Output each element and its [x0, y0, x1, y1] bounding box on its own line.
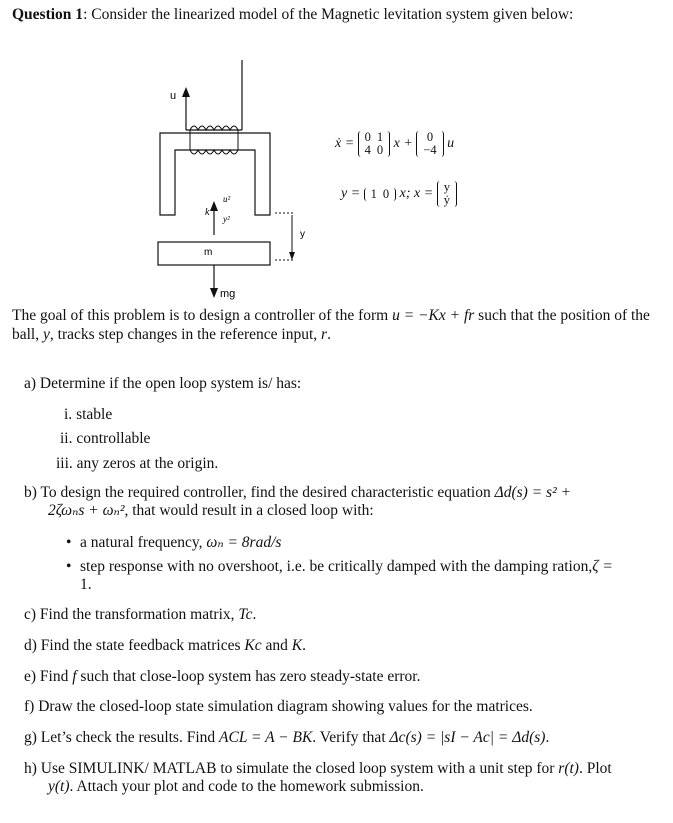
part-f-label: f)	[24, 698, 35, 715]
part-a-iii-label: iii.	[56, 455, 73, 472]
u-arrow-head	[182, 87, 190, 97]
part-f	[24, 697, 533, 716]
part-a-iii-text: any zeros at the origin.	[76, 455, 219, 472]
state-lhs: ẋ =	[335, 136, 355, 152]
part-h-label: h)	[24, 760, 37, 777]
y-label: y	[300, 229, 305, 240]
part-b-eq: Δd(s) = s² +	[494, 484, 572, 501]
question-label: Question 1	[12, 6, 84, 23]
part-e-label: e)	[24, 668, 37, 685]
part-g-label: g)	[24, 729, 37, 746]
part-d-eq2: K	[291, 637, 303, 654]
part-b-2-value: 1.	[80, 576, 92, 593]
force-k: k	[205, 207, 210, 218]
part-c-end: .	[252, 606, 257, 623]
part-h-text-2: . Plot	[578, 760, 612, 777]
goal-y: y	[43, 326, 50, 343]
part-a-ii	[60, 429, 150, 448]
maglev-diagram	[150, 55, 330, 305]
output-lhs: y =	[341, 186, 361, 202]
part-h-eq2: y(t)	[48, 778, 70, 795]
part-c-eq: Tc	[238, 606, 253, 623]
part-e	[24, 667, 420, 686]
a11: 0	[364, 130, 371, 144]
force-denominator: y²	[223, 214, 230, 224]
state-def: x; x =	[399, 186, 434, 202]
matrix-b	[416, 131, 443, 157]
part-a-ii-label: ii.	[60, 430, 73, 447]
part-c-label: c)	[24, 606, 37, 623]
part-h-text-3: . Attach your plot and code to the homework submission.	[69, 778, 424, 795]
matrix-a	[358, 131, 391, 157]
state-vector	[437, 181, 457, 207]
part-b	[24, 483, 571, 502]
part-d-mid: and	[261, 637, 292, 654]
goal-text-1: The goal of this problem is to design a controller of the form	[12, 307, 393, 324]
part-b-label: b)	[24, 484, 37, 501]
part-b-bullet-1	[80, 533, 281, 552]
c2: 0	[382, 186, 390, 201]
b1: 0	[426, 130, 434, 144]
state-equation	[335, 131, 454, 157]
part-g-eq2: Δc(s) = |sI − Ac| = Δd(s)	[389, 729, 546, 746]
c1: 1	[370, 186, 377, 201]
part-h-text-1: Use SIMULINK/ MATLAB to simulate the closed loop system with a unit step for	[40, 760, 559, 777]
b2: −4	[423, 143, 437, 157]
part-a-ii-text: controllable	[76, 430, 151, 447]
coil-bottom	[190, 150, 238, 154]
part-h-eq1: r(t)	[558, 760, 579, 777]
question-title	[12, 6, 573, 24]
part-g-text-2: . Verify that	[312, 729, 390, 746]
part-b-2-eq: ζ =	[592, 558, 613, 575]
mass-label: m	[204, 247, 213, 258]
part-d-text: Find the state feedback matrices	[40, 637, 245, 654]
a12: 1	[376, 130, 384, 144]
part-f-text: Draw the closed-loop state simulation diagram showing values for the matrices.	[38, 698, 533, 715]
a22: 0	[376, 143, 384, 157]
part-a-i	[64, 405, 112, 424]
part-d-end: .	[302, 637, 306, 654]
goal-text-2: such that the position of the ball,	[12, 307, 650, 343]
electromagnet-core	[160, 133, 270, 215]
part-h	[24, 759, 612, 778]
part-g-eq1: ACL = A − BK	[219, 729, 313, 746]
y-arrow-head	[289, 252, 295, 260]
question-intro: : Consider the linearized model of the Magnetic levitation system given below:	[83, 6, 574, 23]
part-b-text-2: , that would result in a closed loop with:	[124, 502, 374, 519]
part-b-text-1: To design the required controller, find the desired characteristic equation	[40, 484, 495, 501]
part-h-cont	[48, 777, 424, 796]
part-d	[24, 636, 306, 655]
x-plus: x +	[393, 136, 413, 152]
part-b-1-eq: ωₙ = 8rad/s	[206, 534, 282, 551]
part-a-i-text: stable	[76, 406, 113, 423]
part-e-eq: f	[72, 668, 77, 685]
part-a-text: Determine if the open loop system is/ has:	[39, 375, 302, 392]
input-u: u	[447, 136, 455, 152]
part-d-eq1: Kc	[244, 637, 262, 654]
part-g	[24, 728, 549, 747]
a21: 4	[364, 143, 371, 157]
part-b-eq2: 2ζωₙs + ωₙ²	[48, 502, 125, 519]
matrix-c	[364, 188, 397, 201]
output-equation	[341, 181, 457, 207]
force-numerator: u²	[223, 194, 231, 204]
part-b-cont	[48, 501, 374, 520]
part-a-i-label: i.	[64, 406, 73, 423]
part-a	[24, 374, 301, 393]
part-c	[24, 605, 256, 624]
part-b-2-text: step response with no overshoot, i.e. be critically damped with the damping ration,	[80, 558, 593, 575]
goal-text-3: , tracks step changes in the reference input,	[49, 326, 322, 343]
part-e-text-1: Find	[39, 668, 73, 685]
part-e-text-2: such that close-loop system has zero steady-state error.	[76, 668, 421, 685]
part-b-2-value-line	[80, 575, 92, 594]
part-b-bullet-2	[80, 557, 613, 576]
part-c-text: Find the transformation matrix,	[39, 606, 239, 623]
goal-r: r	[321, 326, 328, 343]
coil-top	[186, 126, 238, 130]
gravity-arrow-head	[210, 288, 218, 298]
goal-text-4: .	[327, 326, 331, 343]
part-d-label: d)	[24, 637, 37, 654]
part-g-text-1: Let’s check the results. Find	[40, 729, 220, 746]
u-label: u	[170, 90, 177, 102]
part-g-end: .	[545, 729, 550, 746]
part-a-label: a)	[24, 375, 37, 392]
goal-paragraph	[12, 306, 652, 344]
part-a-iii	[56, 454, 218, 473]
force-arrow-head	[210, 201, 218, 211]
mass-block	[158, 242, 270, 265]
gravity-label: mg	[220, 288, 236, 300]
part-b-1-text: a natural frequency,	[80, 534, 207, 551]
x1: y	[443, 180, 450, 194]
x2: ẏ	[443, 193, 450, 207]
control-law: u = −Kx + fr	[392, 307, 475, 324]
